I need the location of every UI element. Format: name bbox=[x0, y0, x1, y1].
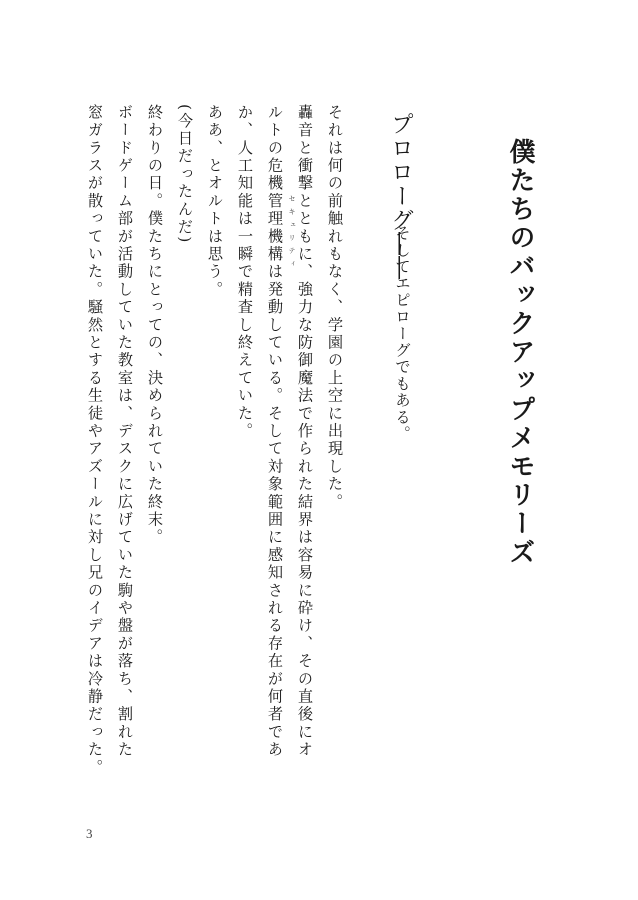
book-title: 僕たちのバックアップメモリーズ bbox=[505, 138, 535, 567]
body-line-2: 轟音と衝撃とともに、強力な防御魔法で作られた結界は容易に砕け、その直後にオ bbox=[296, 104, 314, 759]
page-number: 3 bbox=[86, 826, 93, 841]
chapter-heading: プロローグ―― bbox=[387, 112, 413, 280]
body-line-1: それは何の前触れもなく、学園の上空に出現した。 bbox=[326, 104, 344, 512]
chapter-subheading: そしてエピローグでもある。 bbox=[393, 225, 411, 443]
body-line-7: 終わりの日。僕たちにとっての、決められていた終末。 bbox=[146, 104, 164, 547]
body-line-3: ルトの危機管理機構は発動している。そして対象範囲に感知される存在が何者であ bbox=[266, 104, 284, 759]
body-line-6: (今日だったんだ) bbox=[176, 104, 194, 245]
body-line-4: か、人工知能は一瞬で精査し終えていた。 bbox=[236, 104, 254, 441]
body-line-9: 窓ガラスが散っていた。騒然とする生徒やアズールに対し兄のイデアは冷静だった。 bbox=[86, 104, 104, 777]
ruby-gloss: セキュリティ bbox=[288, 195, 296, 273]
body-line-5: ああ、とオルトは思う。 bbox=[206, 104, 224, 299]
body-line-8: ボードゲーム部が活動していた教室は、デスクに広げていた駒や盤が落ち、割れた bbox=[116, 104, 134, 759]
